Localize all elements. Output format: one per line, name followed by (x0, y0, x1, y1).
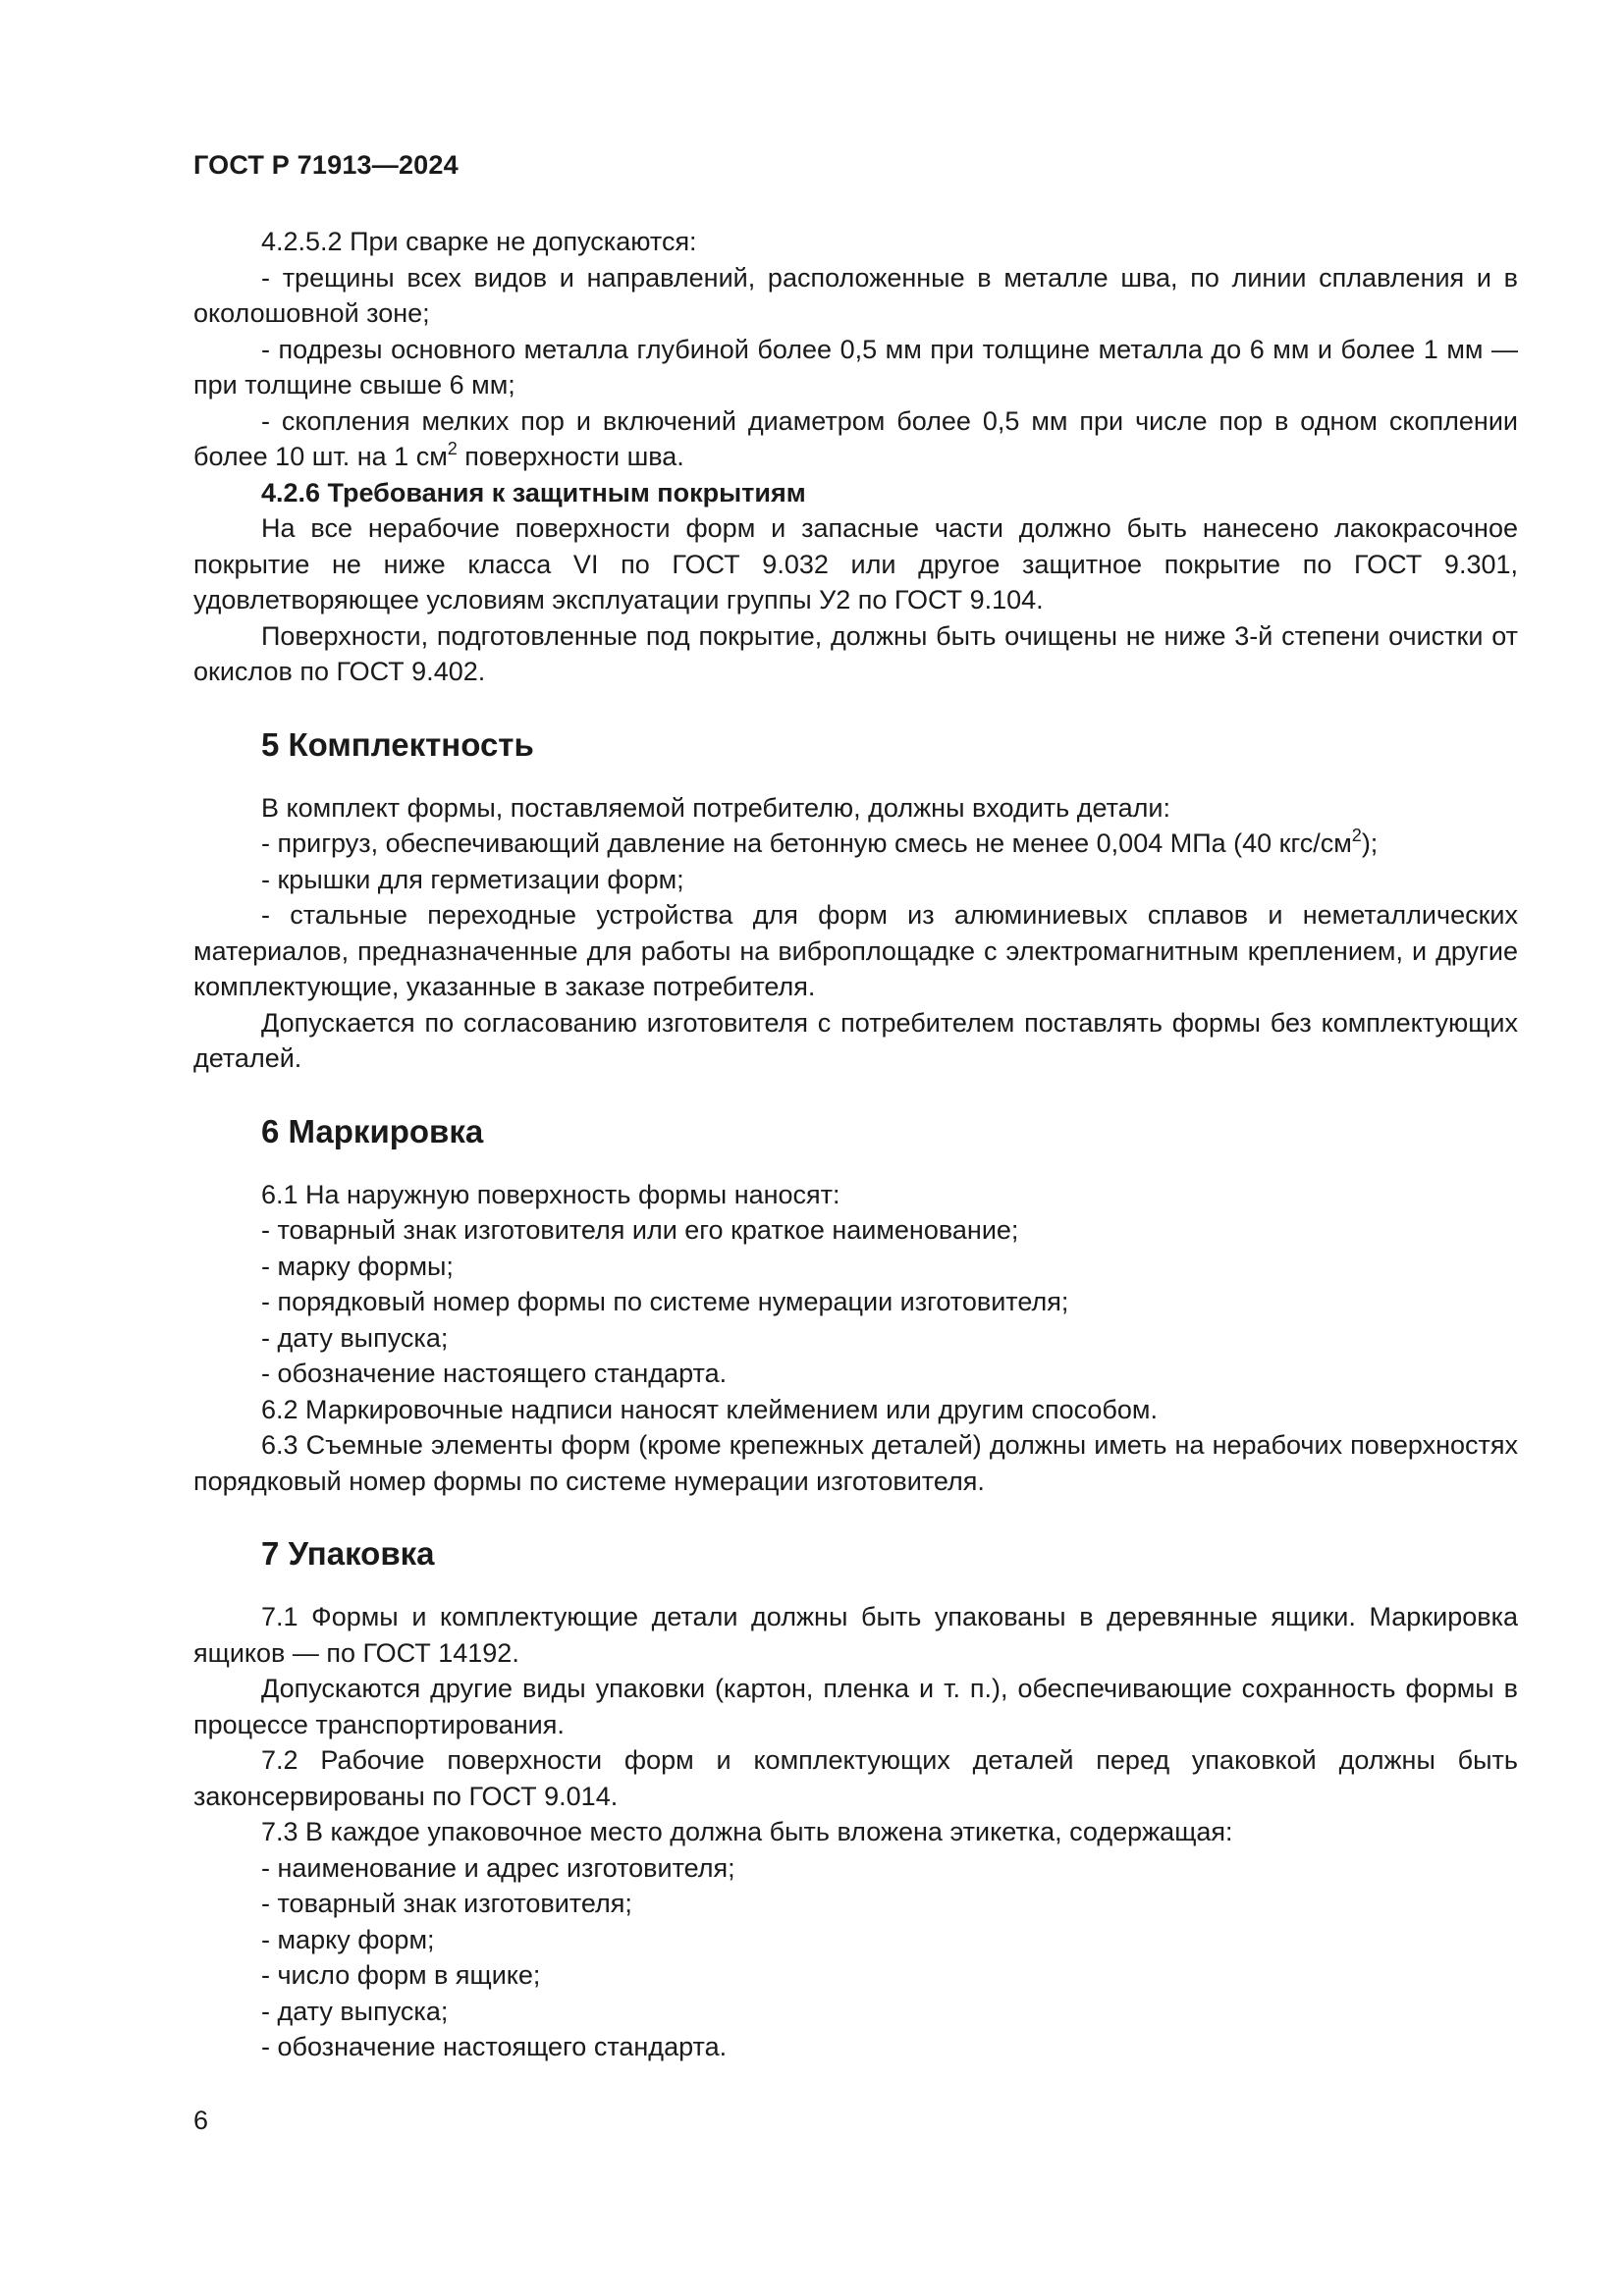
list-item: - число форм в ящике; (261, 1960, 541, 1990)
list-item: - стальные переходные устройства для форм из алюминиевых сплавов и неметаллических материалов, предназначенные для работы на виброплощадке с электромагнитным креплением, и другие комплектующие, указанные в заказе потребителя. (193, 900, 1518, 1001)
paragraph: 6.1 На наружную поверхность формы наносят: (261, 1179, 840, 1209)
list-item: - трещины всех видов и направлений, расположенные в металле шва, по линии сплавления и в околошовной зоне; (193, 262, 1518, 328)
list-item: - товарный знак изготовителя или его краткое наименование; (261, 1215, 1019, 1245)
paragraph: Допускаются другие виды упаковки (картон, пленка и т. п.), обеспечивающие сохранность формы в процессе транспортирования. (193, 1674, 1518, 1739)
list-item: - подрезы основного металла глубиной более 0,5 мм при толщине металла до 6 мм и более 1 мм — при толщине свыше 6 мм; (193, 334, 1518, 400)
superscript: 2 (447, 439, 458, 458)
text-fragment: ); (1361, 828, 1379, 858)
list-item (193, 403, 1518, 475)
list-item: - товарный знак изготовителя; (261, 1889, 632, 1918)
text-fragment: - скопления мелких пор и включений диаметром более 0,5 мм при числе пор в одном скоплении более 10 шт. на 1 см (193, 405, 1518, 471)
paragraph: 7.2 Рабочие поверхности форм и комплектующих деталей перед упаковкой должны быть законсервированы по ГОСТ 9.014. (193, 1745, 1518, 1811)
text-fragment: поверхности шва. (457, 442, 684, 471)
paragraph: В комплект формы, поставляемой потребителю, должны входить детали: (261, 792, 1171, 823)
clause-4-2-6-heading: 4.2.6 Требования к защитным покрытиям (261, 477, 806, 507)
paragraph: 6.3 Съемные элементы форм (кроме крепежных деталей) должны иметь на нерабочих поверхностях порядковый номер формы по системе нумерации изготовителя. (193, 1430, 1518, 1496)
list-item: - дату выпуска; (261, 1996, 449, 2026)
section-5-title: 5 Комплектность (261, 725, 534, 763)
list-item: - крышки для герметизации форм; (261, 864, 684, 894)
list-item: - наименование и адрес изготовителя; (261, 1852, 735, 1883)
list-item: - марку формы; (261, 1251, 454, 1281)
paragraph: 7.3 В каждое упаковочное место должна быть вложена этикетка, содержащая: (261, 1817, 1233, 1846)
text-fragment: - пригруз, обеспечивающий давление на бетонную смесь не менее 0,004 МПа (40 кгс/см (261, 828, 1352, 858)
list-item: - порядковый номер формы по системе нумерации изготовителя; (261, 1287, 1069, 1316)
paragraph: Допускается по согласованию изготовителя с потребителем поставлять формы без комплектующих деталей. (193, 1007, 1518, 1073)
paragraph: 6.2 Маркировочные надписи наносят клеймением или другим способом. (261, 1394, 1158, 1424)
page-number: 6 (193, 2106, 209, 2135)
document-body (193, 224, 1518, 2065)
clause-4-2-5-2-intro: 4.2.5.2 При сварке не допускаются: (261, 227, 697, 256)
list-item: - дату выпуска; (261, 1322, 449, 1353)
section-6-title: 6 Маркировка (261, 1112, 484, 1149)
list-item (193, 826, 1518, 862)
list-item: - обозначение настоящего стандарта. (261, 2032, 728, 2061)
list-item: - обозначение настоящего стандарта. (261, 1359, 728, 1388)
paragraph: 7.1 Формы и комплектующие детали должны быть упакованы в деревянные ящики. Маркировка ящиков — по ГОСТ 14192. (193, 1602, 1518, 1668)
superscript: 2 (1351, 826, 1362, 845)
paragraph: На все нерабочие поверхности форм и запасные части должно быть нанесено лакокрасочное покрытие не ниже класса VI по ГОСТ 9.032 или другое защитное покрытие по ГОСТ 9.301, удовлетворяющее условиям эксплуатации группы У2 по ГОСТ 9.104. (193, 513, 1518, 614)
list-item: - марку форм; (261, 1924, 435, 1954)
paragraph: Поверхности, подготовленные под покрытие, должны быть очищены не ниже 3-й степени очистки от окислов по ГОСТ 9.402. (193, 620, 1518, 686)
document-header: ГОСТ Р 71913—2024 (193, 150, 459, 180)
section-7-title: 7 Упаковка (261, 1535, 435, 1572)
